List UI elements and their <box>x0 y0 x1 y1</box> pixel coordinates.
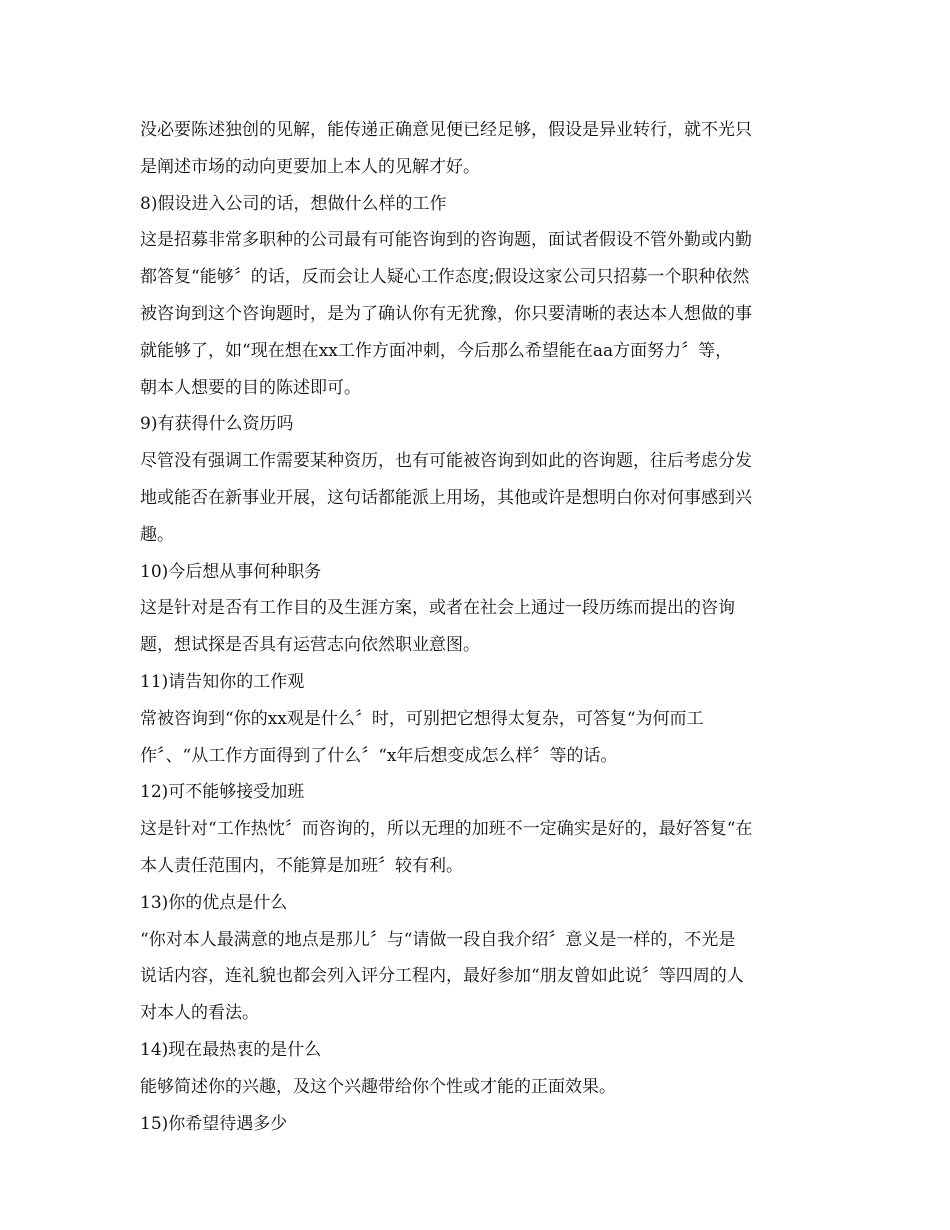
text-line: 这是针对“工作热忱〞而咨询的，所以无理的加班不一定确实是好的，最好答复“在 <box>140 819 753 840</box>
text-line: 就能够了，如“现在想在xx工作方面冲刺，今后那么希望能在aa方面努力〞等， <box>140 340 733 361</box>
text-line: 能够简述你的兴趣，及这个兴趣带给你个性或才能的正面效果。 <box>140 1076 616 1097</box>
section-heading: 12)可不能够接受加班 <box>140 782 305 803</box>
text-line: 尽管没有强调工作需要某种资历，也有可能被咨询到如此的咨询题，往后考虑分发 <box>140 451 752 472</box>
section-heading: 15)你希望待遇多少 <box>140 1113 288 1134</box>
text-line: 没必要陈述独创的见解，能传递正确意见便已经足够，假设是异业转行，就不光只 <box>140 120 752 140</box>
section-heading: 13)你的优点是什么 <box>140 892 288 913</box>
text-line: 被咨询到这个咨询题时，是为了确认你有无犹豫，你只要清晰的表达本人想做的事 <box>140 303 752 324</box>
text-line: 常被咨询到“你的xx观是什么〞时，可别把它想得太复杂，可答复“为何而工 <box>140 708 704 729</box>
section-heading: 11)请告知你的工作观 <box>140 671 305 692</box>
section-heading: 10)今后想从事何种职务 <box>140 561 322 582</box>
section-heading: 14)现在最热衷的是什么 <box>140 1039 322 1060</box>
text-line: 题，想试探是否具有运营志向依然职业意图。 <box>140 635 480 656</box>
section-heading: 8)假设进入公司的话，想做什么样的工作 <box>140 193 447 214</box>
text-line: 这是针对是否有工作目的及生涯方案，或者在社会上通过一段历练而提出的咨询 <box>140 598 735 619</box>
document-body <box>140 112 820 1142</box>
section-heading: 9)有获得什么资历吗 <box>140 414 294 435</box>
text-line: 说话内容，连礼貌也都会列入评分工程内，最好参加“朋友曾如此说〞等四周的人 <box>140 966 744 987</box>
text-line: 这是招募非常多职种的公司最有可能咨询到的咨询题，面试者假设不管外勤或内勤 <box>140 230 752 251</box>
text-line: “你对本人最满意的地点是那儿〞与“请做一段自我介绍〞意义是一样的，不光是 <box>140 929 736 950</box>
text-line: 地或能否在新事业开展，这句话都能派上用场，其他或许是想明白你对何事感到兴 <box>140 487 752 508</box>
text-line: 本人责任范围内，不能算是加班〞较有利。 <box>140 855 463 876</box>
text-line: 作〞、“从工作方面得到了什么〞“x年后想变成怎么样〞等的话。 <box>140 745 618 766</box>
text-line: 趣。 <box>140 524 174 545</box>
text-line: 对本人的看法。 <box>140 1003 259 1024</box>
text-line: 朝本人想要的目的陈述即可。 <box>140 377 361 398</box>
text-line: 都答复“能够〞的话，反而会让人疑心工作态度;假设这家公司只招募一个职种依然 <box>140 267 750 288</box>
text-line: 是阐述市场的动向更要加上本人的见解才好。 <box>140 156 480 177</box>
